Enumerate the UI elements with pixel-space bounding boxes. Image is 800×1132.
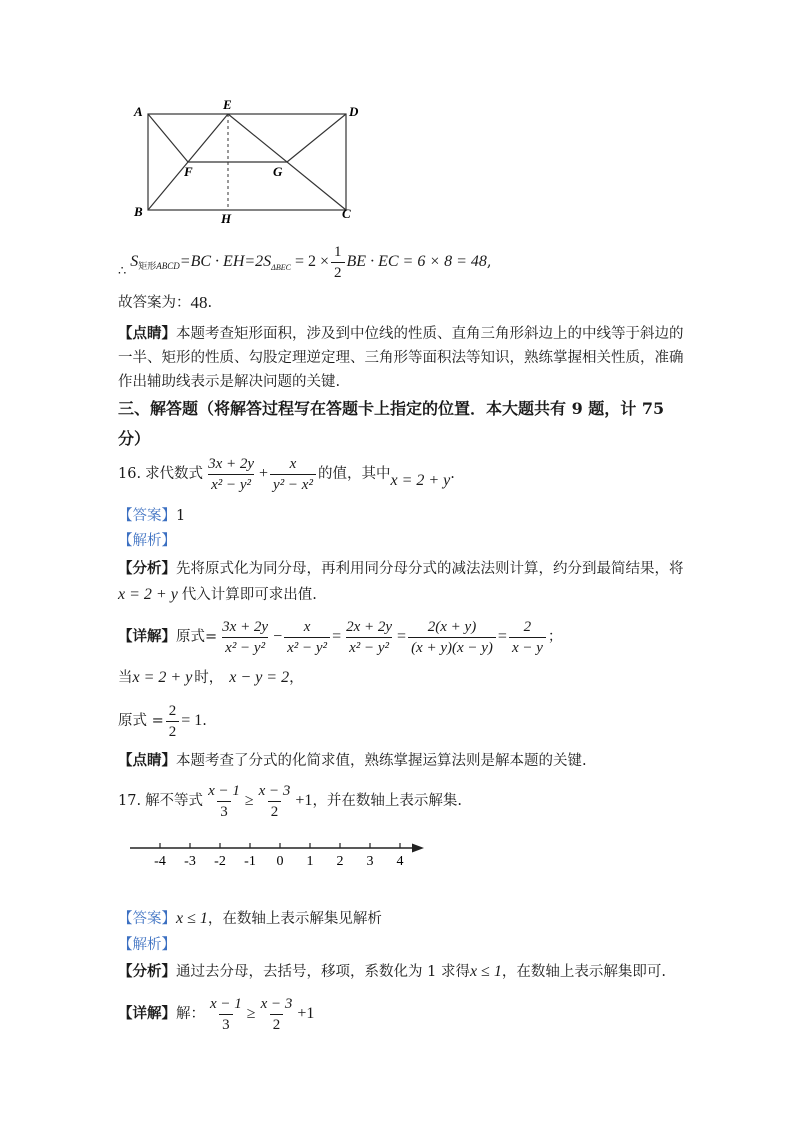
segment-gd [287, 114, 346, 162]
half-denominator: 2 [331, 262, 345, 282]
half-numerator: 1 [334, 243, 342, 260]
q17-detail-f2-n: x − 3 [260, 995, 293, 1012]
q17-fenxi-tag: 【分析】 [118, 963, 176, 980]
therefore-symbol: ∴ [118, 264, 127, 279]
q16-condition: x = 2 + y [390, 472, 451, 489]
q17-answer [118, 909, 382, 929]
label-f: F [184, 164, 193, 179]
q16-f1-denominator: x² − y² [208, 474, 254, 494]
q16-detail-f2 [284, 618, 330, 657]
q16-fenxi-line-1: 先将原式化为同分母，再利用同分母分式的减法法则计算，约分到最简结果，将 [176, 561, 684, 577]
q16-answer-tag: 【答案】 [118, 508, 176, 524]
label-d: D [349, 104, 359, 119]
number-line-tick-label: 2 [336, 854, 344, 869]
answer-15 [118, 293, 212, 313]
q17-detail-plus1: +1 [297, 1005, 315, 1022]
q16-when-tail: ， [289, 670, 304, 686]
question-17 [118, 779, 462, 823]
label-b: B [134, 204, 143, 219]
q16-when-cond: x = 2 + y [132, 669, 193, 686]
label-a: A [134, 104, 143, 119]
q16-detail-tag: 【详解】 [118, 628, 176, 645]
q17-detail-f1-n: x − 1 [210, 995, 242, 1012]
q17-answer-math: x ≤ 1 [176, 910, 208, 927]
q16-f2-denominator: y² − x² [270, 474, 316, 494]
area-s: S [130, 253, 139, 270]
q16-comment-text: 本题考查了分式的化简求值，熟练掌握运算法则是解本题的关键. [176, 753, 587, 769]
number-line-tick-label: -4 [154, 854, 166, 869]
q16-when-res: x − y = 2 [229, 669, 290, 686]
section-3-line-1: 三、解答题（将解答过程写在答题卡上指定的位置．本大题共有 9 题，计 75 [118, 399, 665, 418]
area-eq3: BE · EC = 6 × 8 = 48 [346, 253, 487, 270]
sub-rect-name: ABCD [156, 261, 180, 271]
q16-f1-numerator: 3x + 2y [208, 455, 254, 472]
number-line-tick-label: 1 [306, 854, 314, 869]
area-eq2: = 2 × [294, 253, 330, 270]
q16-plus: + [259, 465, 269, 482]
q16-tail: . [450, 466, 455, 482]
q16-fraction-2 [270, 455, 316, 494]
q16-analysis-tag: 【解析】 [118, 533, 176, 549]
q16-fenxi-line-2: 代入计算即可求出值. [181, 587, 317, 603]
q17-detail-ge: ≥ [246, 1005, 256, 1022]
q16-detail-tail: ； [547, 629, 563, 645]
q17-ge: ≥ [244, 792, 254, 809]
comment-15-line-2: 一半、矩形的性质、勾股定理逆定理、三角形等面积法等知识，熟练掌握相关性质，准确 [118, 350, 684, 366]
q16-when-b: 时， [194, 670, 224, 686]
q16-detail-f2-n: x [303, 618, 311, 635]
q16-text-b: 的值，其中 [317, 466, 391, 482]
q16-detail-f4-n: 2(x + y) [427, 618, 477, 635]
q16-detail-f1 [219, 618, 271, 657]
q17-detail-lead: 解： [176, 1006, 205, 1022]
answer-15-value: 48 [190, 293, 208, 312]
q16-detail-f3-d: x² − y² [346, 637, 392, 657]
q16-result-lead: 原式 = [118, 713, 164, 729]
answer-15-tail: . [207, 295, 213, 311]
q17-fenxi [118, 962, 666, 982]
q16-fenxi [118, 556, 684, 608]
rectangle-figure [128, 96, 368, 226]
q16-detail-f2-d: x² − y² [284, 637, 330, 657]
q16-number: 16. [118, 466, 142, 482]
q16-detail-f5-n: 2 [523, 618, 532, 635]
q16-detail-f1-n: 3x + 2y [222, 618, 269, 635]
number-line-tick-label: 0 [276, 854, 284, 869]
q17-detail-tag: 【详解】 [118, 1005, 176, 1022]
q17-plus1: +1 [295, 792, 313, 809]
q16-detail-f4 [408, 618, 496, 657]
q16-answer-value: 1 [176, 508, 186, 524]
q16-detail-eq3: = [497, 628, 507, 645]
q16-fraction-1 [205, 455, 257, 494]
number-line [128, 838, 428, 872]
number-line-tick-label: -2 [214, 854, 226, 869]
q17-answer-tag: 【答案】 [118, 911, 176, 927]
q17-text-a: 解不等式 [145, 793, 204, 809]
area-tail: , [486, 254, 492, 270]
q16-detail-f1-d: x² − y² [222, 637, 268, 657]
comment-15-line-3: 作出辅助线表示是解决问题的关键. [118, 374, 341, 390]
sub-rect-text: 矩形 [138, 262, 157, 272]
fraction-half [331, 243, 345, 282]
q16-detail-f5 [509, 618, 546, 657]
q16-detail-f5-d: x − y [509, 637, 546, 657]
q17-f2-n: x − 3 [258, 782, 291, 799]
q16-result-d: 2 [166, 721, 180, 741]
q17-f1-d: 3 [217, 801, 231, 821]
q17-f2-d: 2 [268, 801, 282, 821]
q16-comment-tag: 【点睛】 [118, 752, 176, 769]
number-line-tick-label: -1 [244, 854, 256, 869]
q17-detail-f2 [258, 995, 296, 1034]
area-eq1: =BC · EH=2S [179, 253, 272, 270]
number-line-tick-label: 3 [366, 854, 374, 869]
q16-result-value: = 1 [181, 712, 203, 729]
label-c: C [342, 206, 351, 221]
q16-answer [118, 506, 185, 526]
q16-detail [118, 614, 562, 660]
q17-f1-n: x − 1 [208, 782, 240, 799]
q17-fenxi-text-a: 通过去分母，去括号，移项，系数化为 1 求得 [176, 964, 470, 980]
question-16 [118, 452, 455, 496]
q16-result-frac [166, 702, 180, 741]
label-h: H [221, 211, 232, 226]
number-line-arrow [412, 844, 424, 853]
q17-text-b: ，并在数轴上表示解集. [312, 793, 463, 809]
q16-result-n: 2 [168, 702, 177, 719]
q16-when [118, 668, 304, 688]
q16-detail-f3 [343, 618, 395, 657]
number-line-tick-label: 4 [396, 854, 404, 869]
q17-detail-f2-d: 2 [270, 1014, 284, 1034]
comment-15-line-1: 本题考查矩形面积，涉及到中位线的性质、直角三角形斜边上的中线等于斜边的 [176, 326, 684, 342]
area-equation [118, 242, 492, 282]
q16-detail-lead: 原式= [176, 629, 218, 645]
q17-detail-f1-d: 3 [219, 1014, 233, 1034]
q16-result [118, 700, 207, 742]
q16-f2-numerator: x [289, 455, 297, 472]
q17-fenxi-math: x ≤ 1 [469, 963, 502, 980]
q17-detail-f1 [207, 995, 245, 1034]
q16-fenxi-math: x = 2 + y [118, 586, 178, 603]
comment-15-tag: 【点睛】 [118, 325, 176, 342]
q16-detail-minus: − [273, 628, 283, 645]
q17-fenxi-text-b: ，在数轴上表示解集即可. [501, 964, 666, 980]
area-tri-sub: ΔBEC [271, 263, 291, 272]
label-e: E [223, 97, 232, 112]
q17-analysis-tag: 【解析】 [118, 937, 176, 953]
q16-text-a: 求代数式 [145, 466, 204, 482]
q17-detail [118, 992, 314, 1036]
q17-answer-text: ，在数轴上表示解集见解析 [207, 911, 382, 927]
q16-detail-f4-d: (x + y)(x − y) [408, 637, 496, 657]
section-3-heading [118, 394, 664, 454]
section-3-line-2: 分） [118, 429, 151, 448]
q16-fenxi-tag: 【分析】 [118, 560, 176, 577]
q16-result-tail: . [202, 713, 207, 729]
q16-detail-f3-n: 2x + 2y [346, 618, 393, 635]
q16-when-a: 当 [118, 670, 133, 686]
area-rect-sub [138, 259, 180, 272]
comment-15 [118, 322, 684, 394]
q16-comment [118, 751, 587, 771]
segment-af [148, 114, 188, 162]
q17-f2 [256, 782, 294, 821]
q17-f1 [205, 782, 243, 821]
q17-number: 17. [118, 793, 142, 809]
answer-15-label: 故答案为： [118, 295, 191, 311]
q16-detail-eq1: = [332, 628, 342, 645]
number-line-tick-label: -3 [184, 854, 196, 869]
q16-detail-eq2: = [397, 628, 407, 645]
label-g: G [273, 164, 283, 179]
